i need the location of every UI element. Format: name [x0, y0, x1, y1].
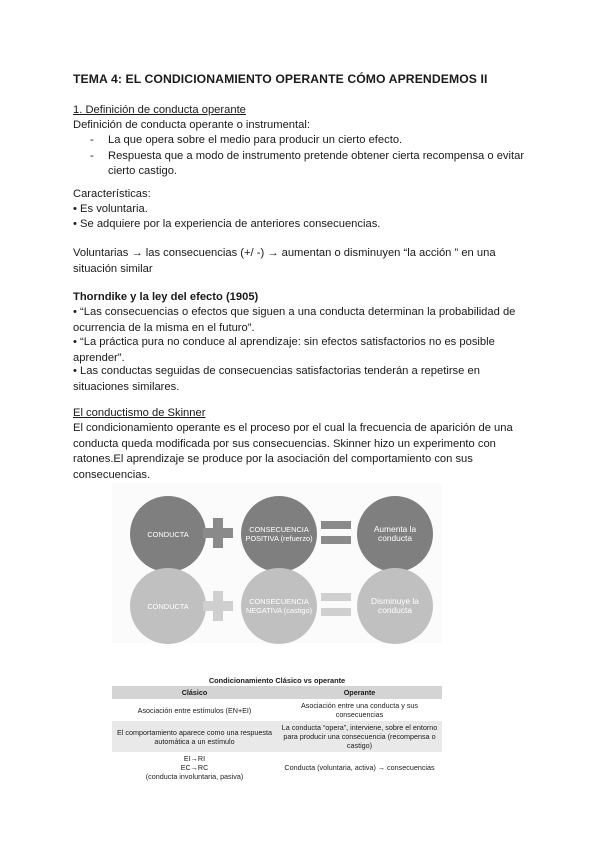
definition-list: [73, 133, 528, 180]
table-row: [112, 752, 442, 783]
thorndike-item: • Las conductas seguidas de consecuencias satisfactorias tenderán a repetirse en situaciones similares.: [73, 365, 480, 393]
plus-icon-vertical: [213, 591, 223, 621]
conducta-circle: CONDUCTA: [130, 568, 206, 644]
table-cell: Asociación entre estímulos (EN+EI): [137, 705, 252, 715]
table-row: [112, 721, 442, 752]
list-item-text: Respuesta que a modo de instrumento pretende obtener cierta recompensa o evitar cierto castigo.: [108, 149, 525, 177]
header-operante: Operante: [277, 686, 442, 699]
equals-icon-lower: [321, 536, 351, 544]
consecuencia-positiva-circle: CONSECUENCIA POSITIVA (refuerzo): [241, 496, 317, 572]
equals-icon: [321, 593, 351, 601]
plus-icon-vertical: [213, 518, 223, 548]
table-header-row: [112, 686, 442, 699]
conducta-circle: CONDUCTA: [130, 496, 206, 572]
comparison-table: [112, 686, 442, 783]
thorndike-item: • “La práctica pura no conduce al aprendizaje: sin efectos satisfactorios no es posible aprender”.: [73, 336, 495, 364]
thorndike-item: • “Las consecuencias o efectos que siguen a una conducta determinan la probabilidad de ocurrencia de la misma en el futuro”.: [73, 306, 516, 334]
definition-intro: Definición de conducta operante o instrumental:: [73, 119, 310, 131]
section-heading-definicion: 1. Definición de conducta operante: [73, 104, 246, 116]
aumenta-circle: Aumenta la conducta: [357, 496, 433, 572]
caracteristica-item: • Es voluntaria.: [73, 203, 148, 215]
skinner-paragraph: El condicionamiento operante es el proceso por el cual la frecuencia de aparición de una conducta queda modificada por sus consecuencias. Skinner hizo un experimento con ratones.El aprendizaje se produce por la asociación del comportamiento con sus consecuencias.: [73, 422, 513, 481]
table-cell: Conducta (voluntaria, activa) → consecuencias: [284, 763, 435, 772]
disminuye-circle: Disminuye la conducta: [357, 568, 433, 644]
table-cell: Asociación entre una conducta y sus consecuencias: [300, 701, 419, 719]
operant-diagram: [112, 483, 442, 643]
list-item-text: La que opera sobre el medio para producir un cierto efecto.: [108, 134, 403, 146]
equals-icon: [321, 521, 351, 529]
list-item: - La que opera sobre el medio para producir un cierto efecto.: [90, 134, 403, 146]
header-clasico: Clásico: [112, 686, 277, 699]
table-cell: El comportamiento aparece como una respuesta automática a un estímulo: [112, 721, 277, 752]
table-row: [112, 699, 442, 721]
consecuencia-negativa-circle: CONSECUENCIA NEGATIVA (castigo): [241, 568, 317, 644]
table-cell: EI→RI EC→RC (conducta involuntaria, pasiva): [145, 754, 244, 781]
page-title: TEMA 4: EL CONDICIONAMIENTO OPERANTE CÓMO APRENDEMOS II: [73, 72, 488, 86]
table-cell: La conducta “opera”, interviene, sobre el entorno para producir una consecuencia (recompensa o castigo): [277, 721, 442, 752]
skinner-heading: El conductismo de Skinner: [73, 407, 206, 419]
caracteristica-item: • Se adquiere por la experiencia de anteriores consecuencias.: [73, 218, 381, 230]
comparison-title: Condicionamiento Clásico vs operante: [208, 676, 346, 685]
equals-icon-lower: [321, 608, 351, 616]
list-item: - Respuesta que a modo de instrumento pretende obtener cierta recompensa o evitar cierto castigo.: [90, 149, 525, 177]
voluntarias-paragraph: Voluntarias → las consecuencias (+/ -) → aumentan o disminuyen “la acción ” en una situación similar: [73, 247, 496, 275]
thorndike-heading: Thorndike y la ley del efecto (1905): [73, 291, 259, 303]
caracteristicas-heading: Características:: [73, 188, 151, 200]
